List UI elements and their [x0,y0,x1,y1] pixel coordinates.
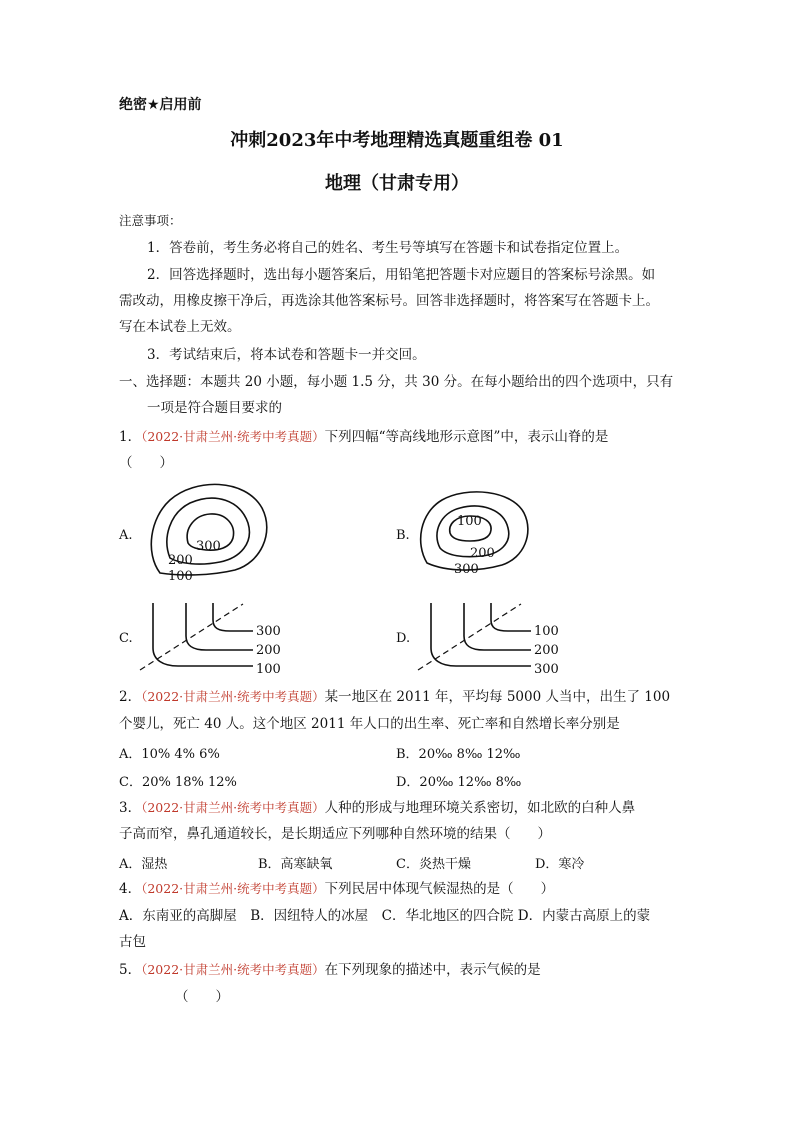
contour-label-top: 100 [534,624,559,639]
question-4-source: （2022·甘肃兰州·统考中考真题） [141,881,325,896]
question-3-number: 3． [119,800,142,816]
q1-option-c-label: C. [119,631,133,646]
dashed-line [140,604,243,670]
contour-label-outer: 300 [454,562,479,577]
question-2-line-2: 个婴儿，死亡 40 人。这个地区 2011 年人口的出生率、死亡率和自然增长率分别是 [119,716,620,732]
q1-option-b-label: B. [396,528,410,543]
notice-item-2-line-1: 2．回答选择题时，选出每小题答案后，用铅笔把答题卡对应题目的答案标号涂黑。如 [147,267,656,283]
question-1 [119,428,608,446]
question-3-line-2: 子高而窄，鼻孔通道较长，是长期适应下列哪种自然环境的结果（ ） [119,826,551,842]
question-4 [119,880,554,898]
question-3-option-a[interactable]: A．湿热 [119,857,168,872]
question-2-option-b[interactable]: B．20‰ 8‰ 12‰ [396,747,521,762]
contour-line-bottom [153,603,253,666]
question-3-line-1 [119,799,635,817]
contour-label-outer: 100 [168,569,193,584]
question-4-text: 下列民居中体现气候湿热的是（ ） [324,881,555,897]
question-2-option-c[interactable]: C．20% 18% 12% [119,775,237,790]
question-3-source: （2022·甘肃兰州·统考中考真题） [141,800,325,815]
contour-label-inner: 300 [196,539,221,554]
section-heading-line-2: 一项是符合题目要求的 [147,400,282,416]
secret-label: 绝密★启用前 [119,97,202,113]
question-5-source: （2022·甘肃兰州·统考中考真题） [141,962,325,977]
contour-line-mid [464,603,531,650]
notice-item-2-line-2: 需改动，用橡皮擦干净后，再选涂其他答案标号。回答非选择题时，将答案写在答题卡上。 [119,293,659,309]
question-2-option-a[interactable]: A．10% 4% 6% [119,747,220,762]
question-5-answer-bracket: （ ） [175,989,229,1005]
exam-title: 冲刺2023年中考地理精选真题重组卷 01 [230,130,564,151]
contour-line-bottom [431,603,531,666]
contour-label-mid: 200 [534,643,559,658]
question-5-number: 5． [119,962,142,978]
question-3-option-d[interactable]: D．寒冷 [535,857,585,872]
question-3-text: 人种的形成与地理环境关系密切，如北欧的白种人鼻 [324,800,636,816]
contour-line-mid [186,603,253,650]
notice-item-3: 3．考试结束后，将本试卷和答题卡一并交回。 [147,347,426,363]
contour-figure-d [416,598,566,678]
question-3-option-c[interactable]: C．炎热干燥 [396,857,471,872]
question-3-option-b[interactable]: B．高寒缺氧 [258,857,333,872]
contour-line-top [213,603,253,631]
section-heading-line-1: 一、选择题：本题共 20 小题，每小题 1.5 分，共 30 分。在每小题给出的四个选项中，只有 [119,374,674,390]
question-2-number: 2． [119,689,142,705]
contour-figure-a [140,478,280,588]
notice-item-2-line-3: 写在本试卷上无效。 [119,319,241,335]
question-4-number: 4． [119,881,142,897]
question-1-number: 1． [119,429,142,445]
question-2-source: （2022·甘肃兰州·统考中考真题） [141,689,325,704]
contour-label-bottom: 300 [534,662,559,677]
question-1-answer-bracket: （ ） [119,455,173,471]
question-2-text: 某一地区在 2011 年，平均每 5000 人当中，出生了 100 [324,689,671,705]
contour-label-inner: 100 [457,514,482,529]
contour-label-mid: 200 [168,553,193,568]
question-4-options-line-2[interactable]: 古包 [119,934,146,950]
question-1-source: （2022·甘肃兰州·统考中考真题） [141,429,325,444]
contour-label-bottom: 100 [256,662,281,677]
dashed-line [418,604,521,670]
contour-figure-c [138,598,288,678]
question-4-options-line-1[interactable]: A．东南亚的高脚屋 B．因纽特人的冰屋 C．华北地区的四合院 D．内蒙古高原上的蒙 [119,908,651,924]
question-5-text: 在下列现象的描述中，表示气候的是 [324,962,541,978]
question-2-line-1 [119,688,670,706]
q1-option-d-label: D. [396,631,411,646]
question-2-option-d[interactable]: D．20‰ 12‰ 8‰ [396,775,522,790]
contour-label-mid: 200 [256,643,281,658]
contour-label-mid: 200 [470,546,495,561]
question-1-text: 下列四幅“等高线地形示意图”中，表示山脊的是 [324,429,609,445]
contour-label-top: 300 [256,624,281,639]
question-5 [119,961,541,979]
notice-heading: 注意事项： [119,213,182,228]
contour-figure-b [412,488,542,583]
contour-line-top [491,603,531,631]
q1-option-a-label: A. [119,528,133,543]
notice-item-1: 1．答卷前，考生务必将自己的姓名、考生号等填写在答题卡和试卷指定位置上。 [147,240,629,256]
exam-subtitle: 地理（甘肃专用） [325,173,469,194]
